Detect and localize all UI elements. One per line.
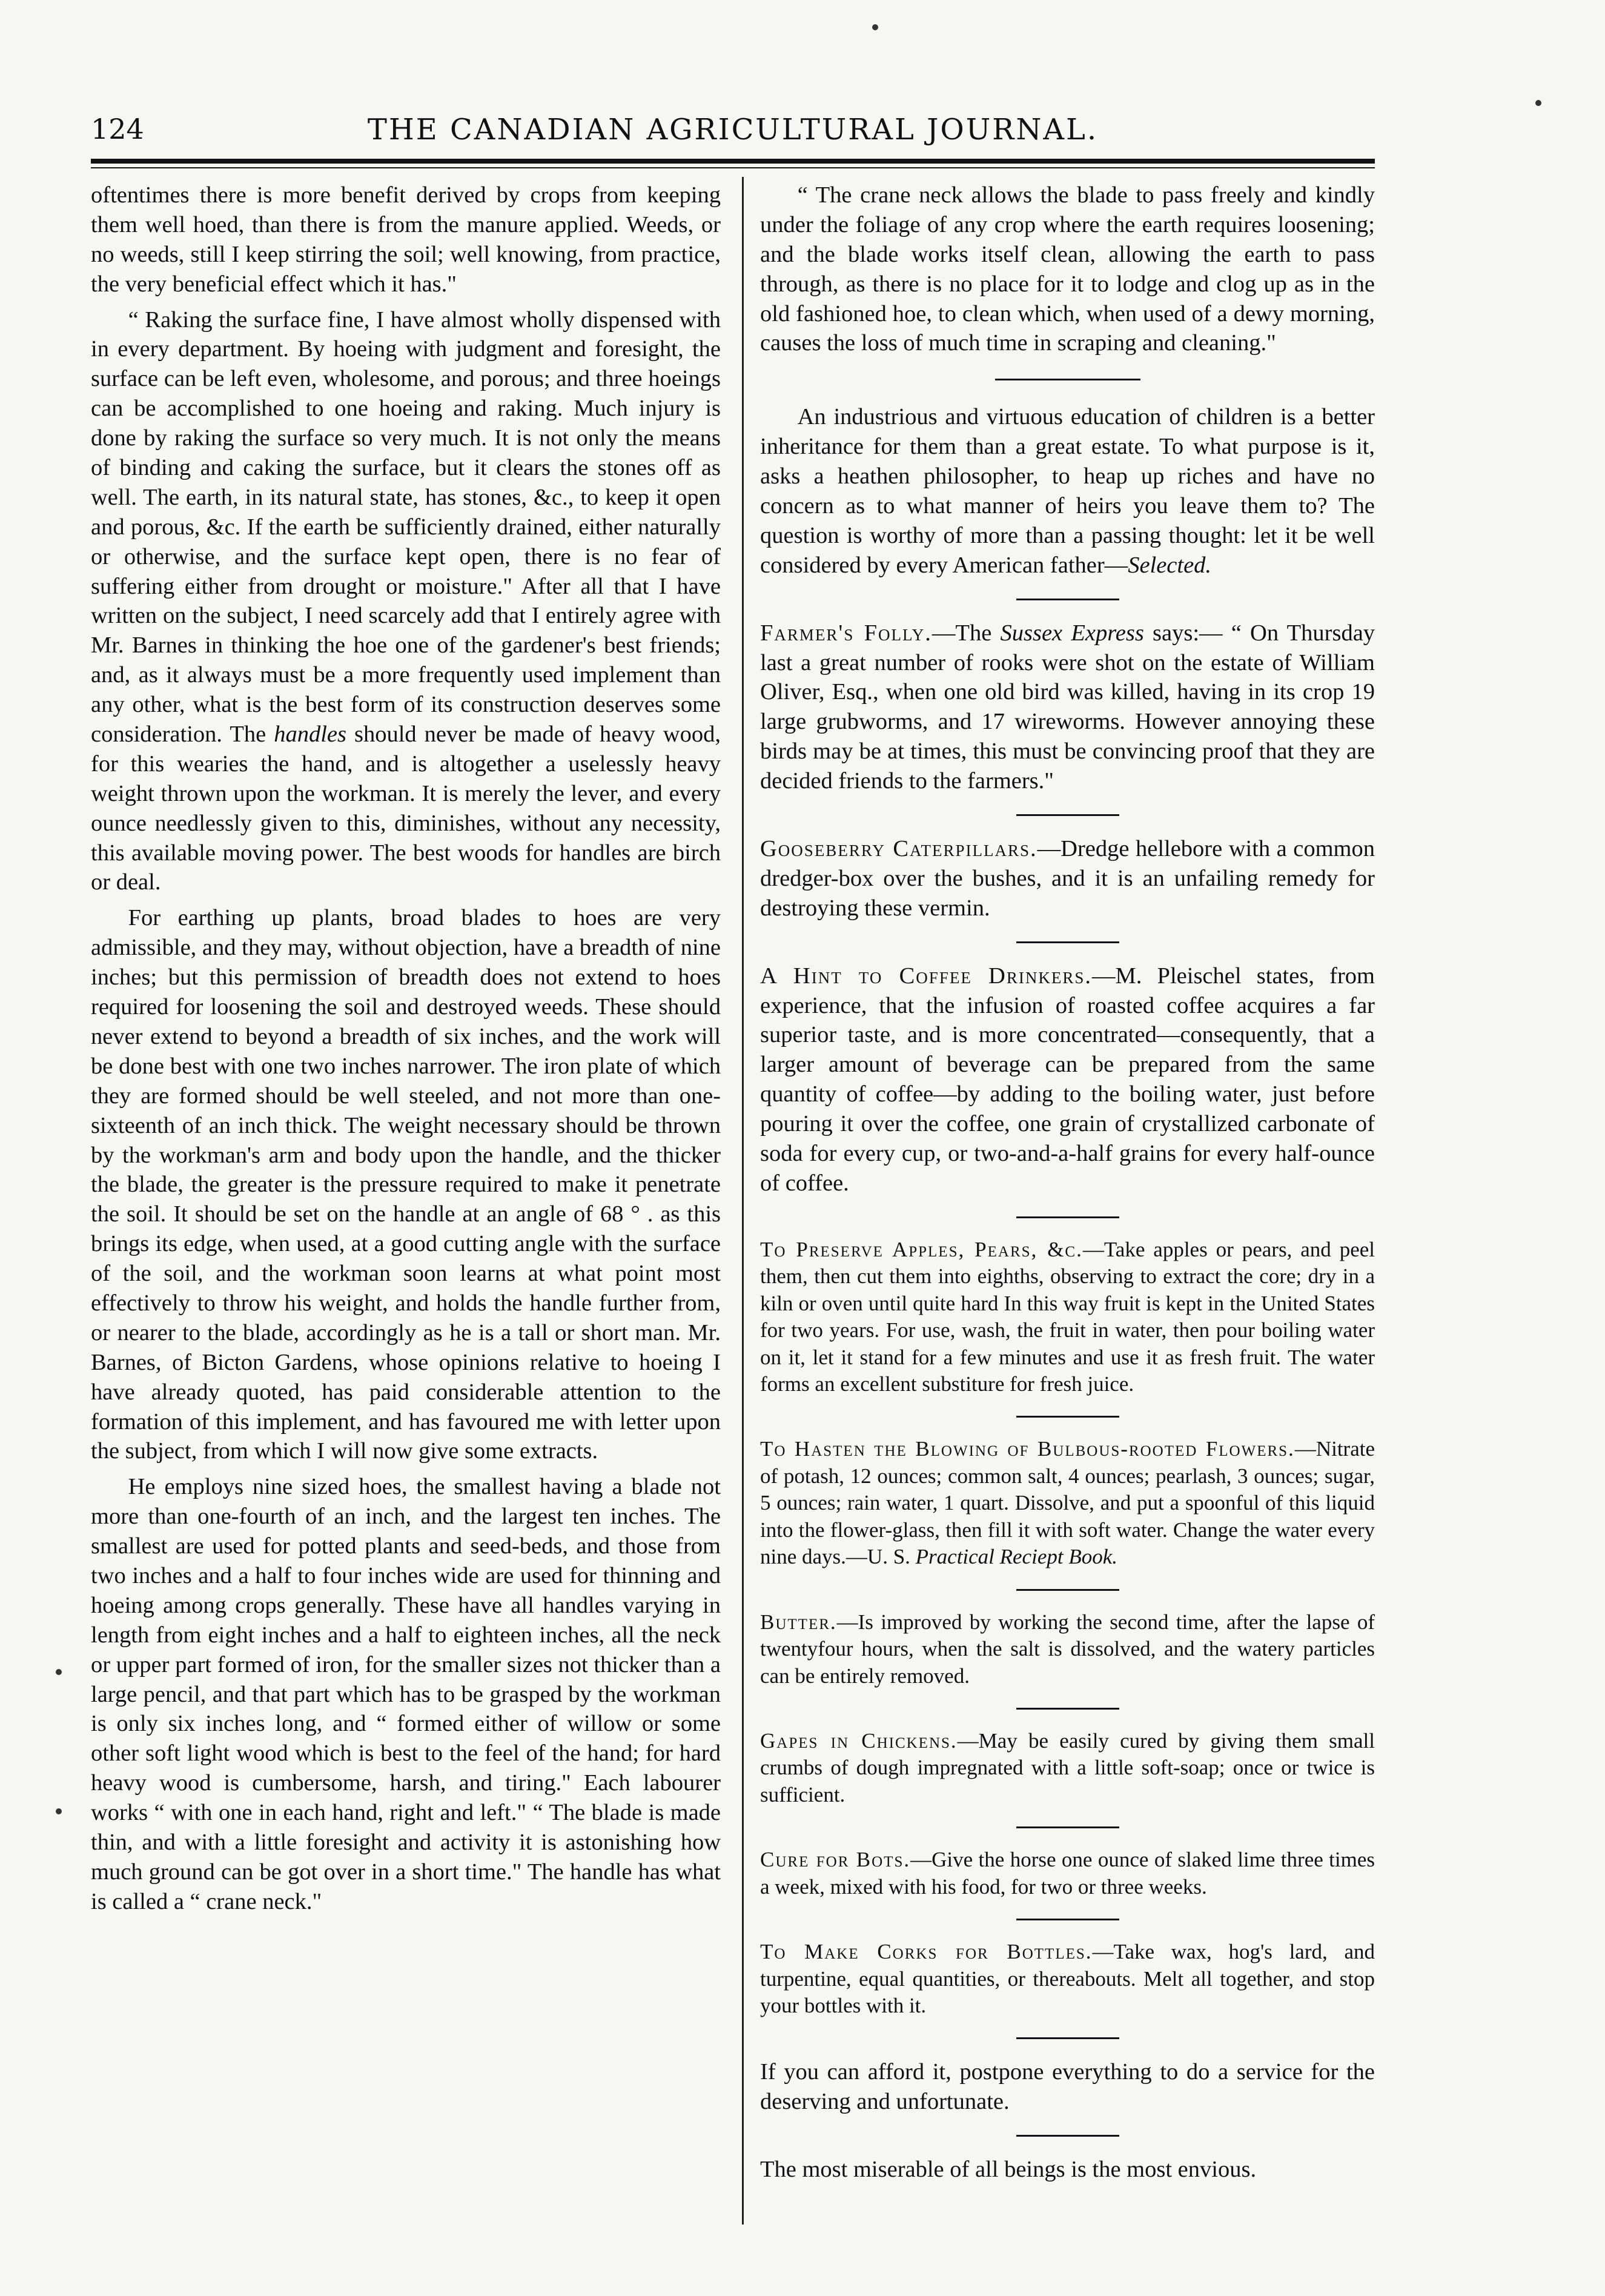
item-heading: To Preserve Apples, Pears, &c. (760, 1237, 1083, 1261)
bulbous-flowers-item (760, 1436, 1375, 1570)
item-text: —Give the horse one ounce of slaked lime three times a week, mixed with his food, for two or three weeks. (760, 1848, 1375, 1899)
selected-credit: Selected. (1128, 552, 1212, 578)
item-heading: Gapes in Chickens. (760, 1728, 958, 1753)
education-text: An industrious and virtuous education of children is a better inheritance for them than a great estate. To what purpose is it, asks a heathen philosopher, to heap up riches and have no concern as to what manner of heirs you leave them to? The question is worthy of more than a passing thought: let it be well considered by every American father— (760, 404, 1375, 578)
item-text: —Take wax, hog's lard, and turpentine, equal quantities, or thereabouts. Melt all together, and stop your bottles with it. (760, 1940, 1375, 2018)
afford-item: If you can afford it, postpone everything to do a service for the deserving and unfortunate. (760, 2059, 1375, 2115)
item-text: —Dredge hellebore with a common dredger-box over the bushes, and it is an unfailing remedy for destroying these vermin. (760, 836, 1375, 921)
ink-speck (56, 1808, 62, 1814)
separator-rule (1016, 941, 1119, 943)
item-heading: A Hint to Coffee Drinkers. (760, 963, 1092, 989)
preserve-apples-item (760, 1236, 1375, 1398)
header-rule-thick (91, 159, 1375, 164)
separator-rule (1016, 1216, 1119, 1218)
right-column (760, 181, 1375, 2185)
crane-neck-quote: “ The crane neck allows the blade to pass freely and kindly under the foliage of any crop where the earth requires loosening; and the blade works itself clean, allowing the earth to pass through, as there is no place for it to lodge and clog up as in the old fashioned hoe, to clean which, when used of a dewy morning, causes the loss of much time in scraping and cleaning." (760, 182, 1375, 356)
item-heading: To Make Corks for Bottles. (760, 1940, 1093, 1964)
column-divider (742, 177, 744, 2225)
item-text: —Take apples or pears, and peel them, then cut them into eighths, observing to extract the core; dry in a kiln or oven until quite hard In this way fruit is kept in the United States for two years. For use, wash, the fruit in water, then pour boiling water on it, let it stand for a few minutes and use it as fresh fruit. The water forms an excellent substiture for fresh juice. (760, 1237, 1375, 1396)
separator-rule (995, 379, 1140, 380)
sussex-express-title: Sussex Express (1000, 620, 1144, 646)
coffee-item (760, 961, 1375, 1198)
item-heading: Farmer's Folly. (760, 620, 932, 646)
left-column (91, 181, 721, 1917)
item-text: —Nitrate of potash, 12 ounces; common salt, 4 ounces; pearlash, 3 ounces; sugar, 5 ounces; rain water, 1 quart. Dissolve, and put a spoonful of this liquid into the flower-glass, then fill it with soft water. Change the water every nine days.—U. S. (760, 1437, 1375, 1569)
item-text: —Is improved by working the second time, after the lapse of twentyfour hours, when the salt is dissolved, and the watery particles can be entirely removed. (760, 1610, 1375, 1688)
separator-rule (1016, 1416, 1119, 1418)
envious-item: The most miserable of all beings is the most envious. (760, 2157, 1257, 2183)
item-heading: Butter. (760, 1610, 837, 1634)
item-text: —May be easily cured by giving them small crumbs of dough impregnated with a little soft-soap; once or twice is sufficient. (760, 1728, 1375, 1807)
left-paragraph-1: oftentimes there is more benefit derived by crops from keeping them well hoed, than there is from the manure applied. Weeds, or no weeds, still I keep stirring the soil; well knowing, from practice, the very beneficial effect which it has." (91, 182, 721, 297)
left-paragraph-2 (91, 305, 721, 898)
running-title: THE CANADIAN AGRICULTURAL JOURNAL. (367, 113, 1099, 147)
left-paragraph-4: He employs nine sized hoes, the smallest having a blade not more than one-fourth of an inch, and the largest ten inches. The smallest are used for potted plants and seed-beds, and those from two inches and a half to four inches wide are used for thinning and hoeing among crops generally. These have all handles varying in length from eight inches and a half to eighteen inches, all the neck or upper part formed of iron, for the smaller sizes not thicker than a large pencil, and that part which has to be grasped by the workman is only six inches long, and “ formed either of willow or some other soft light wood which is best to the feel of the hand; for hard heavy wood is cumbersome, harsh, and tiring." Each labourer works “ with one in each hand, right and left." “ The blade is made thin, and with a little foresight and activity it is astonishing how much ground can be got over in a short time." The handle has what is called a “ crane neck." (91, 1474, 721, 1914)
receipt-book-title: Practical Reciept Book. (915, 1545, 1117, 1569)
separator-rule (1016, 599, 1119, 600)
item-text: says:— “ On Thursday last a great number of rooks were shot on the estate of William Oliver, Esq., when one old bird was killed, having in its crop 19 large grubworms, and 17 wireworms. However annoying these birds may be at times, this must be convincing proof that they are decided friends to the farmers." (760, 620, 1375, 794)
bots-item (760, 1846, 1375, 1900)
farmers-folly-item (760, 619, 1375, 796)
separator-rule (1016, 2135, 1119, 2137)
education-paragraph (760, 402, 1375, 580)
item-text: —M. Pleischel states, from experience, that the infusion of roasted coffee acquires a far superior taste, and is more concentrated—consequently, that a larger amount of beverage can be prepared from the same quantity of coffee—by adding to the boiling water, just before pouring it over the coffee, one grain of crystallized carbonate of soda for every cup, or two-and-a-half grains for every half-ounce of coffee. (760, 963, 1375, 1196)
item-heading: To Hasten the Blowing of Bulbous-rooted Flowers. (760, 1437, 1295, 1461)
separator-rule (1016, 2037, 1119, 2039)
butter-item (760, 1609, 1375, 1690)
left-paragraph-2-end: should never be made of heavy wood, for this wearies the hand, and is altogether a uselessly heavy weight thrown upon the workman. It is merely the lever, and every ounce needlessly given to this, diminishes, without any necessity, this available moving power. The best woods for handles are birch or deal. (91, 722, 721, 895)
gooseberry-item (760, 834, 1375, 923)
left-paragraph-2-text: “ Raking the surface fine, I have almost wholly dispensed with in every department. By hoeing with judgment and foresight, the surface can be left even, wholesome, and porous; and three hoeings can be accomplished to one hoeing and raking. Much injury is done by raking the surface so very much. It is not only the means of binding and caking the surface, but it clears the stones off as well. The earth, in its natural state, has stones, &c., to keep it open and porous, &c. If the earth be sufficiently drained, either naturally or otherwise, and the surface kept open, there is no fear of suffering either from drought or moisture." After all that I have written on the subject, I need scarcely add that I entirely agree with Mr. Barnes in thinking the hoe one of the gardener's best friends; and, as it always must be a more frequently used implement than any other, what is the best form of its construction deserves some consideration. The (91, 307, 721, 748)
separator-rule (1016, 1919, 1119, 1920)
separator-rule (1016, 814, 1119, 816)
separator-rule (1016, 1589, 1119, 1591)
corks-item (760, 1939, 1375, 2019)
handles-emphasis: handles (274, 722, 346, 748)
item-heading: Cure for Bots. (760, 1848, 911, 1872)
ink-speck (1535, 100, 1541, 106)
separator-rule (1016, 1827, 1119, 1828)
ink-speck (872, 24, 878, 30)
item-heading: Gooseberry Caterpillars. (760, 836, 1037, 862)
header-rule-thin (91, 167, 1375, 168)
separator-rule (1016, 1708, 1119, 1710)
ink-speck (56, 1669, 62, 1675)
item-text: —The (932, 620, 992, 646)
page-number: 124 (91, 113, 144, 145)
left-paragraph-3: For earthing up plants, broad blades to hoes are very admissible, and they may, without objection, have a breadth of nine inches; but this permission of breadth does not extend to hoes required for loosening the soil and destroyed weeds. These should never extend to beyond a breadth of six inches, and the work will be done best with one two inches narrower. The iron plate of which they are formed should be well steeled, and not more than one-sixteenth of an inch thick. The weight necessary should be thrown by the workman's arm and body upon the handle, and the thicker the blade, the greater is the pressure required to make it penetrate the soil. It should be set on the handle at an angle of 68 ° . as this brings its edge, when used, at a good cutting angle with the surface of the soil, and the workman soon learns at what point most effectively to throw his weight, and holds the handle further from, or nearer to the blade, accordingly as he is a tall or short man. Mr. Barnes, of Bicton Gardens, whose opinions relative to hoeing I have already quoted, has paid considerable attention to the formation of this implement, and has favoured me with letter upon the subject, from which I will now give some extracts. (91, 905, 721, 1464)
page-header (91, 108, 1375, 150)
gapes-item (760, 1728, 1375, 1808)
